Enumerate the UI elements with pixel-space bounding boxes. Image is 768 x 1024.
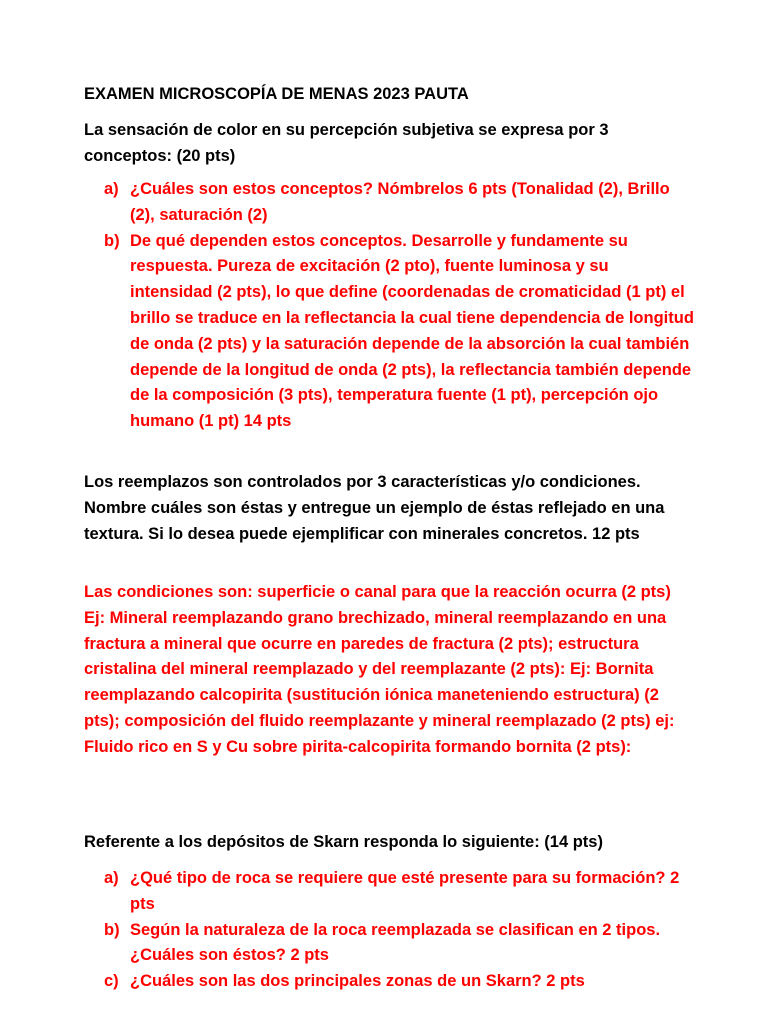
item-marker: c)	[104, 972, 119, 991]
question-1-item-a	[84, 177, 694, 229]
question-3-item-c	[84, 969, 694, 995]
question-3-prompt: Referente a los depósitos de Skarn responda lo siguiente: (14 pts)	[84, 833, 603, 851]
item-text: ¿Cuáles son las dos principales zonas de un Skarn? 2 pts	[130, 972, 585, 991]
question-1-answer-list	[84, 177, 694, 435]
item-marker: b)	[104, 920, 120, 939]
question-1-prompt: La sensación de color en su percepción subjetiva se expresa por 3 conceptos: (20 pts)	[84, 121, 609, 165]
item-marker: b)	[104, 231, 120, 250]
question-3-answer-list	[84, 866, 694, 995]
item-text: ¿Qué tipo de roca se requiere que esté presente para su formación? 2 pts	[130, 869, 680, 913]
item-marker: a)	[104, 180, 119, 198]
item-text: De qué dependen estos conceptos. Desarrolle y fundamente su respuesta. Pureza de excitación (2 pto), fuente luminosa y su intensidad (2 pts), lo que define (coordenadas de cromaticidad (1 pt) el brillo se traduce en la reflectancia la cual tiene dependencia de longitud de onda (2 pts) y la saturación depende de la absorción la cual también depende de la longitud de onda (2 pts), la reflectancia también depende de la composición (3 pts), temperatura fuente (1 pt), percepción ojo humano (1 pt) 14 pts	[130, 231, 694, 431]
item-text: Según la naturaleza de la roca reemplazada se clasifican en 2 tipos. ¿Cuáles son éstos? 2 pts	[130, 920, 661, 965]
question-3-item-b	[84, 918, 694, 970]
question-2-answer: Las condiciones son: superficie o canal para que la reacción ocurra (2 pts) Ej: Mineral reemplazando grano brechizado, mineral reemplazando en una fractura a mineral que ocurre en paredes de fractura (2 pts); estructura cristalina del mineral reemplazado y del reemplazante (2 pts): Ej: Bornita reemplazando calcopirita (sustitución iónica maneteniendo estructura) (2 pts); composición del fluido reemplazante y mineral reemplazado (2 pts) ej: Fluido rico en S y Cu sobre pirita-calcopirita formando bornita (2 pts):	[84, 583, 675, 756]
question-1-item-b	[84, 229, 694, 435]
item-marker: a)	[104, 869, 119, 887]
question-3-item-a	[84, 866, 694, 918]
item-text: ¿Cuáles son estos conceptos? Nómbrelos 6 pts (Tonalidad (2), Brillo (2), saturación (2)	[130, 180, 670, 224]
question-2-prompt: Los reemplazos son controlados por 3 características y/o condiciones. Nombre cuáles son éstas y entregue un ejemplo de éstas reflejado en una textura. Si lo desea puede ejemplificar con minerales concretos. 12 pts	[84, 473, 665, 543]
exam-title: EXAMEN MICROSCOPÍA DE MENAS 2023 PAUTA	[84, 85, 469, 103]
